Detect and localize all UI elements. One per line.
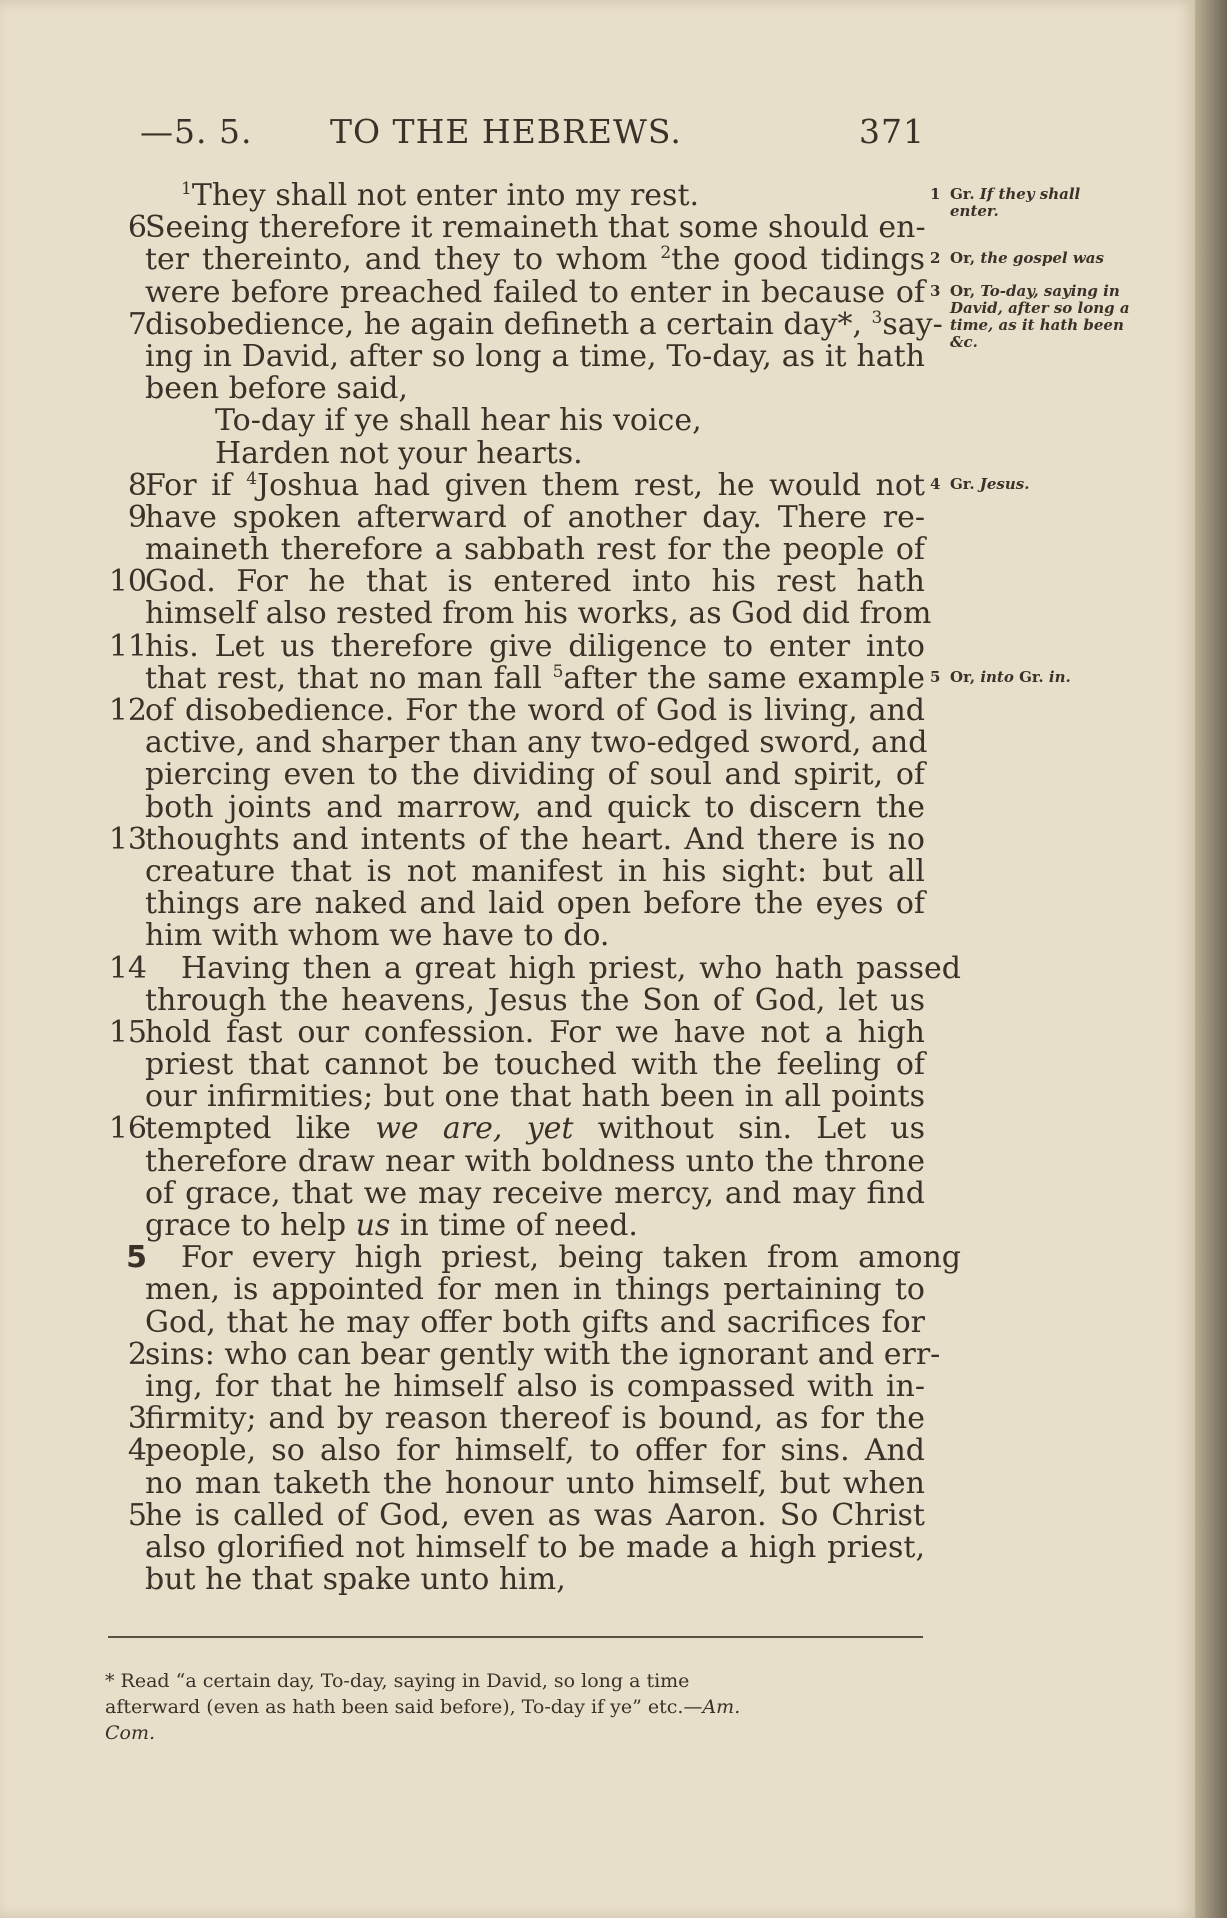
line-text <box>145 695 925 727</box>
verse-number: 11 <box>108 628 147 664</box>
text-segment: himself also rested from his works, as God did from <box>145 596 932 632</box>
text-segment: men, is appointed for men in things pertaining to <box>145 1272 925 1308</box>
text-segment: have spoken afterward of another day. There re- <box>145 499 925 535</box>
text-segment: things are naked and laid open before the eyes of <box>145 886 925 922</box>
text-segment: priest that cannot be touched with the feeling of <box>145 1047 925 1083</box>
text-line <box>105 180 925 212</box>
margin-note-number: 1 <box>930 185 941 203</box>
text-line <box>105 467 925 503</box>
text-line <box>105 1081 925 1113</box>
line-text <box>145 1304 925 1340</box>
text-line <box>105 1014 925 1050</box>
text-segment: through the heavens, Jesus the Son of God, let us <box>145 982 925 1018</box>
text-line <box>105 1113 925 1145</box>
text-line <box>105 1403 925 1435</box>
verse-number: 15 <box>108 1014 147 1050</box>
text-line <box>105 596 932 632</box>
text-line <box>105 1274 925 1306</box>
body-text <box>105 178 961 1598</box>
text-segment: his. Let us therefore give diligence to enter into <box>145 628 925 664</box>
text-line <box>105 306 943 342</box>
text-segment: were before preached failed to enter in because of <box>145 274 925 310</box>
text-line <box>105 628 925 664</box>
text-segment: after the same example <box>563 660 926 696</box>
line-text <box>145 1175 925 1211</box>
line-text <box>145 1049 925 1081</box>
text-segment: For every high priest, being taken from among <box>181 1240 961 1276</box>
line-text <box>145 759 925 791</box>
text-segment: say- <box>882 306 943 342</box>
line-text <box>145 982 925 1018</box>
verse-number: 13 <box>108 821 147 857</box>
text-segment: creature that is not manifest in his sight: but all <box>145 853 925 889</box>
text-segment: piercing even to the dividing of soul and spirit, of <box>145 757 925 793</box>
text-segment: the good tidings <box>671 242 926 278</box>
verse-number: 6 <box>127 210 147 246</box>
margin-note-number: 5 <box>930 668 941 686</box>
text-line <box>105 534 925 566</box>
note-reference: 2 <box>660 243 672 264</box>
margin-note-number: 4 <box>930 474 941 493</box>
note-reference: 1 <box>181 179 192 199</box>
book-binding-edge <box>1195 0 1227 1918</box>
margin-note-segment: To-day, saying in David, after so long a time, as it hath been &c. <box>950 281 1130 351</box>
text-line <box>105 888 925 920</box>
text-segment: therefore draw near with boldness unto the throne <box>145 1143 925 1179</box>
line-text <box>145 950 961 986</box>
text-segment: disobedience, he again defineth a certain day*, <box>145 306 872 342</box>
text-line <box>105 759 925 791</box>
text-segment: been before said, <box>145 371 408 407</box>
verse-number: 2 <box>127 1336 147 1372</box>
margin-note-segment: Or, <box>950 668 981 686</box>
text-line <box>105 1143 925 1179</box>
header-chapter-ref: —5. 5. <box>140 112 253 151</box>
line-text <box>145 373 925 405</box>
verse-number: 4 <box>127 1433 147 1469</box>
line-text <box>145 1403 925 1435</box>
line-text <box>145 853 925 889</box>
line-text <box>145 244 925 276</box>
text-segment: thoughts and intents of the heart. And there is no <box>145 821 925 857</box>
text-line <box>105 212 925 244</box>
line-text <box>145 306 943 342</box>
text-line <box>105 725 928 761</box>
text-segment: grace to help <box>145 1208 356 1243</box>
text-line <box>105 1336 941 1372</box>
footnote-citation: Am. <box>702 1696 741 1718</box>
text-segment: sins: who can bear gently with the ignorant and err- <box>145 1336 941 1372</box>
verse-number: 14 <box>108 950 147 986</box>
margin-note-segment: Gr. <box>950 474 980 493</box>
note-reference: 4 <box>246 468 258 489</box>
line-text <box>145 1336 941 1372</box>
text-segment: God, that he may offer both gifts and sacrifices for <box>145 1304 925 1340</box>
footnote-rule <box>108 1636 923 1638</box>
page-number: 371 <box>859 112 925 151</box>
margin-note-segment: Gr. <box>1013 668 1049 686</box>
margin-note-text <box>950 476 1130 493</box>
text-segment: we are, yet <box>375 1111 574 1147</box>
text-line <box>105 499 925 535</box>
text-segment: no man taketh the honour unto himself, but when <box>145 1465 925 1501</box>
text-line <box>105 373 925 405</box>
verse-number: 3 <box>127 1401 147 1437</box>
footnote-line <box>105 1720 925 1746</box>
footnote-text: afterward (even as hath been said before), To-day if ye” etc.— <box>105 1696 703 1718</box>
margin-note-segment: Or, <box>950 281 981 300</box>
text-segment: active, and sharper than any two-edged sword, and <box>145 725 928 761</box>
line-text <box>145 566 925 598</box>
text-segment: maineth therefore a sabbath rest for the people of <box>145 532 925 568</box>
running-header <box>140 112 925 152</box>
text-line <box>105 1497 925 1533</box>
margin-note-text <box>950 186 1130 220</box>
text-line <box>105 244 925 276</box>
line-text <box>145 499 925 535</box>
text-line <box>105 920 925 952</box>
line-text <box>145 596 932 632</box>
margin-note-segment: Jesus. <box>979 474 1030 493</box>
note-reference: 5 <box>552 661 564 682</box>
text-line <box>105 1240 961 1276</box>
margin-note-segment: Or, <box>950 249 981 268</box>
text-line <box>105 338 925 374</box>
text-line <box>105 1564 925 1596</box>
margin-note-segment: in. <box>1048 668 1071 686</box>
text-segment: our infirmities; but one that hath been in all points <box>145 1079 925 1115</box>
text-segment: without sin. Let us <box>573 1111 926 1147</box>
line-text <box>145 180 961 212</box>
margin-note-segment: the gospel was <box>980 249 1104 268</box>
text-segment: ing in David, after so long a time, To-day, as it hath <box>145 338 925 374</box>
line-text <box>145 888 925 920</box>
line-text <box>145 628 925 664</box>
text-segment: in time of need. <box>390 1208 638 1243</box>
line-text <box>145 1210 925 1242</box>
footnote-line <box>105 1694 925 1720</box>
margin-note-text <box>950 250 1130 267</box>
text-segment: ter thereinto, and they to whom <box>145 242 661 278</box>
header-title: TO THE HEBREWS. <box>330 112 682 151</box>
text-segment: that rest, that no man fall <box>145 660 553 696</box>
line-text <box>145 1465 925 1501</box>
text-segment: us <box>355 1208 391 1243</box>
text-line <box>105 405 925 437</box>
text-line <box>105 982 925 1018</box>
text-line <box>105 1465 925 1501</box>
text-line <box>105 821 925 857</box>
verse-number: 10 <box>108 564 147 600</box>
text-segment: For if <box>145 467 247 503</box>
text-segment: of grace, that we may receive mercy, and may find <box>145 1175 925 1211</box>
verse-number: 8 <box>127 467 147 503</box>
line-text <box>145 789 925 825</box>
text-segment: but he that spake unto him, <box>145 1562 566 1598</box>
line-text <box>145 1274 925 1306</box>
text-segment: Joshua had given them rest, he would not <box>257 467 925 503</box>
line-text <box>145 1435 925 1467</box>
text-segment: people, so also for himself, to offer for sins. And <box>145 1433 925 1469</box>
verse-number: 7 <box>127 306 147 342</box>
verse-number: 12 <box>108 693 147 728</box>
text-line <box>105 1529 925 1565</box>
text-segment: Seeing therefore it remaineth that some should en- <box>145 210 926 246</box>
chapter-number: 5 <box>126 1240 147 1276</box>
text-segment: God. For he that is entered into his rest hath <box>145 564 925 600</box>
line-text <box>145 1014 925 1050</box>
text-line <box>105 1049 925 1081</box>
verse-number: 5 <box>127 1497 147 1533</box>
text-segment: tempted like <box>145 1111 376 1147</box>
text-line <box>105 1435 925 1467</box>
line-text <box>145 1242 961 1274</box>
footnote-line: * Read “a certain day, To-day, saying in David, so long a time <box>105 1670 690 1692</box>
text-line <box>105 660 926 696</box>
verse-number: 9 <box>127 499 147 535</box>
line-text <box>145 1113 925 1145</box>
line-text <box>145 212 925 244</box>
line-text <box>145 725 928 761</box>
text-line <box>105 274 925 310</box>
text-segment: of disobedience. For the word of God is living, and <box>145 693 925 728</box>
text-segment: him with whom we have to do. <box>145 918 610 954</box>
line-text <box>145 338 925 374</box>
text-line <box>105 566 925 598</box>
line-text <box>145 920 925 952</box>
text-line <box>105 1304 925 1340</box>
footnote-citation: Com. <box>105 1722 156 1744</box>
text-segment: ing, for that he himself also is compassed with in- <box>145 1368 925 1404</box>
footnote <box>105 1668 925 1746</box>
line-text <box>145 274 925 310</box>
line-text <box>145 1081 925 1113</box>
text-segment: Harden not your hearts. <box>215 435 583 471</box>
margin-note-number: 2 <box>930 249 941 268</box>
text-line <box>105 789 925 825</box>
text-line <box>105 853 925 889</box>
margin-note-segment: If they shall enter. <box>950 185 1081 220</box>
line-text <box>145 435 995 471</box>
verse-number: 16 <box>108 1111 147 1147</box>
text-segment: also glorified not himself to be made a high priest, <box>145 1529 925 1565</box>
margin-note-segment: Gr. <box>950 185 980 203</box>
text-segment: firmity; and by reason thereof is bound, as for the <box>145 1401 925 1437</box>
text-line <box>105 1175 925 1211</box>
margin-note-text <box>950 283 1130 351</box>
text-line <box>105 435 925 471</box>
line-text <box>145 534 925 566</box>
line-text <box>145 467 925 503</box>
margin-note-text <box>950 669 1130 686</box>
text-segment: They shall not enter into my rest. <box>191 178 700 213</box>
line-text <box>145 1368 925 1404</box>
line-text <box>145 1529 925 1565</box>
line-text <box>145 1497 925 1533</box>
line-text <box>145 1564 925 1596</box>
line-text <box>145 405 995 437</box>
line-text <box>145 1143 925 1179</box>
note-reference: 3 <box>871 307 883 328</box>
margin-note-segment: into <box>980 668 1014 686</box>
text-line <box>105 1368 925 1404</box>
margin-note-number: 3 <box>930 281 941 300</box>
text-segment: Having then a great high priest, who hath passed <box>181 950 961 986</box>
text-line <box>105 1210 925 1242</box>
text-segment: both joints and marrow, and quick to discern the <box>145 789 925 825</box>
text-line <box>105 695 925 727</box>
text-line <box>105 950 961 986</box>
line-text <box>145 821 925 857</box>
text-segment: he is called of God, even as was Aaron. So Christ <box>145 1497 925 1533</box>
text-segment: hold fast our confession. For we have not a high <box>145 1014 925 1050</box>
line-text <box>145 660 926 696</box>
text-segment: To-day if ye shall hear his voice, <box>215 403 702 439</box>
